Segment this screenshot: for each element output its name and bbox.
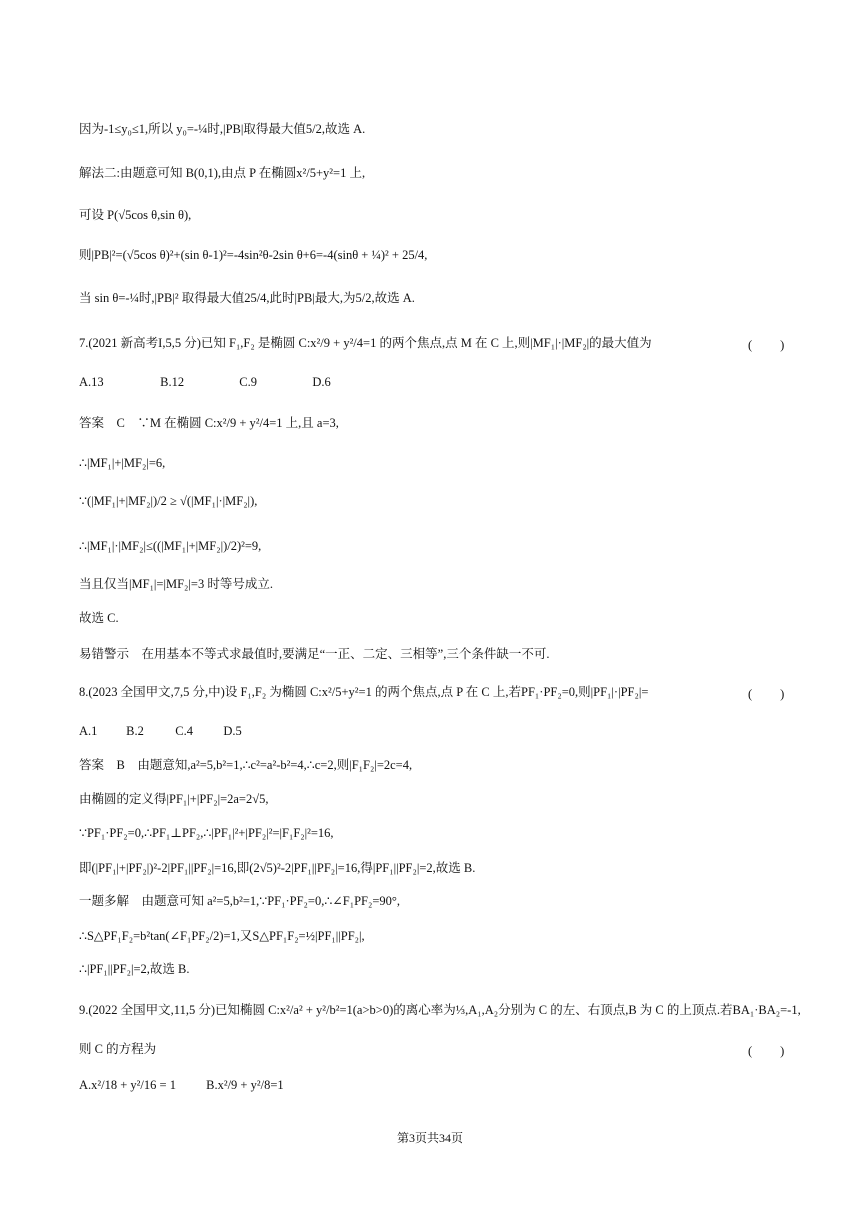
text-line: 当且仅当|MF₁|=|MF₂|=3 时等号成立. [79,577,273,591]
page-footer: 第3页共34页 [396,1131,463,1145]
text-line: 一题多解 由题意可知 a²=5,b²=1,∵PF₁·PF₂=0,∴∠F₁PF₂=90°, [79,894,401,908]
answer-bracket: ( ) [748,338,786,352]
option-b: B.x²/9 + y²/8=1 [206,1078,284,1092]
q9-options [79,1077,284,1093]
text-line: 当 sin θ=-¼时,|PB|² 取得最大值25/4,此时|PB|最大,为5/2,故选 A. [79,291,415,305]
option-b: B.2 [126,724,144,738]
text-line: 由椭圆的定义得|PF₁|+|PF₂|=2a=2√5, [79,792,269,806]
text-line: 可设 P(√5cos θ,sin θ), [79,208,192,222]
text-line: 答案 C ∵M 在椭圆 C:x²/9 + y²/4=1 上,且 a=3, [79,416,339,430]
question-7: 7.(2021 新高考I,5,5 分)已知 F₁,F₂ 是椭圆 C:x²/9 + y²/4=1 的两个焦点,点 M 在 C 上,则|MF₁|·|MF₂|的最大值为 [79,336,652,350]
option-a: A.x²/18 + y²/16 = 1 [79,1078,176,1092]
option-c: C.4 [175,724,193,738]
question-9: 9.(2022 全国甲文,11,5 分)已知椭圆 C:x²/a² + y²/b²=1(a>b>0)的离心率为⅓,A₁,A₂分别为 C 的左、右顶点,B 为 C 的上顶点.若BA₁·BA₂=-1, [79,1003,801,1017]
text-line: ∴|MF₁|+|MF₂|=6, [79,456,166,470]
text-line: 则 C 的方程为 [79,1042,157,1056]
option-a: A.13 [79,375,104,389]
text-line: ∴S△PF₁F₂=b²tan(∠F₁PF₂/2)=1,又S△PF₁F₂=½|PF₁||PF₂|, [79,929,365,943]
q8-options [79,723,242,739]
option-d: D.5 [223,724,242,738]
option-c: C.9 [239,375,257,389]
answer-bracket: ( ) [748,1044,786,1058]
answer-bracket: ( ) [748,687,786,701]
option-a: A.1 [79,724,98,738]
text-line: ∴|MF₁|·|MF₂|≤((|MF₁|+|MF₂|)/2)²=9, [79,539,262,553]
option-d: D.6 [312,375,331,389]
text-line: 易错警示 在用基本不等式求最值时,要满足“一正、二定、三相等”,三个条件缺一不可. [79,647,550,661]
text-line: 则|PB|²=(√5cos θ)²+(sin θ-1)²=-4sin²θ-2sin θ+6=-4(sinθ + ¼)² + 25/4, [79,248,428,262]
text-line: 解法二:由题意可知 B(0,1),由点 P 在椭圆x²/5+y²=1 上, [79,166,366,180]
text-line: 因为-1≤y₀≤1,所以 y₀=-¼时,|PB|取得最大值5/2,故选 A. [79,122,366,136]
question-8: 8.(2023 全国甲文,7,5 分,中)设 F₁,F₂ 为椭圆 C:x²/5+y²=1 的两个焦点,点 P 在 C 上,若PF₁·PF₂=0,则|PF₁|·|PF₂|= [79,685,649,699]
text-line: 故选 C. [79,611,119,625]
q7-options [79,374,331,390]
text-line: ∵(|MF₁|+|MF₂|)/2 ≥ √(|MF₁|·|MF₂|), [79,494,258,508]
option-b: B.12 [160,375,185,389]
text-line: ∴|PF₁||PF₂|=2,故选 B. [79,962,190,976]
text-line: 即(|PF₁|+|PF₂|)²-2|PF₁||PF₂|=16,即(2√5)²-2|PF₁||PF₂|=16,得|PF₁||PF₂|=2,故选 B. [79,861,476,875]
text-line: ∵PF₁·PF₂=0,∴PF₁⊥PF₂,∴|PF₁|²+|PF₂|²=|F₁F₂|²=16, [79,826,334,840]
text-line: 答案 B 由题意知,a²=5,b²=1,∴c²=a²-b²=4,∴c=2,则|F₁F₂|=2c=4, [79,758,413,772]
